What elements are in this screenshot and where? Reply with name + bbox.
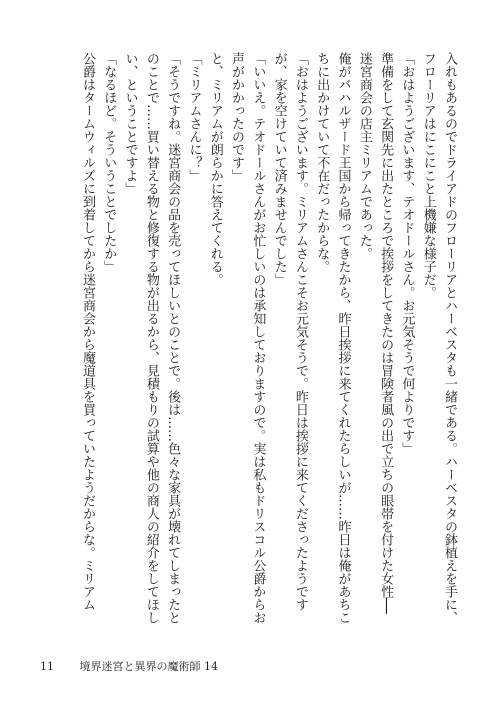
dialogue-line: 「おはようございます。ミリアムさんこそお元気そうで。昨日は挨拶に来てくださったようですが、家を空けていて済みませんでした」 [271,52,308,611]
dialogue-line: 「いいえ。テオドールさんがお忙しいのは承知しておりますので。実は私もドリスコル公爵からお声がかかったのです」 [229,52,266,624]
paragraph: 俺がバハルザード王国から帰ってきたから、昨日挨拶に来てくれたらしいが……昨日は俺があちこちに出かけていて不在だったからな。 [314,52,351,624]
page-footer [40,658,218,674]
paragraph: と、ミリアムが朗らかに答えてくれる。 [207,52,223,286]
vertical-text-body [40,52,460,624]
paragraph: 公爵はタームウィルズに到着してから迷宮商会から魔道具を買っていたようだからな。ミリアム [79,52,95,611]
paragraph: 準備をして玄関先に出たところで挨拶をしてきたのは冒険者風の出で立ちの眼帯を付けた女性──迷宮商会の店主ミリアムであった。 [356,52,394,614]
dialogue-line: 「おはようございます、テオドールさん。お元気そうで何よりです」 [399,52,415,455]
dialogue-line: 「なるほど。そういうことでしたか」 [101,52,117,273]
paragraph: 入れもあるのでドライアドのフローリアとハーベスタも一緒である。ハーベスタの鉢植えを手に、フローリアはにこにこと上機嫌な様子だ。 [420,52,457,624]
page-number: 11 [40,660,54,673]
dialogue-line: 「そうですね。迷宮商会の品を売ってほしいとのことで。後は……色々な家具が壊れてしまったとのことで……買い替える物と修復する物が出るから、見積もりの試算や他の商人の紹介をしてほしい、ということですよ」 [122,52,181,624]
book-title: 境界迷宮と異界の魔術師 14 [79,660,218,673]
dialogue-line: 「ミリアムさんに？」 [186,52,202,182]
